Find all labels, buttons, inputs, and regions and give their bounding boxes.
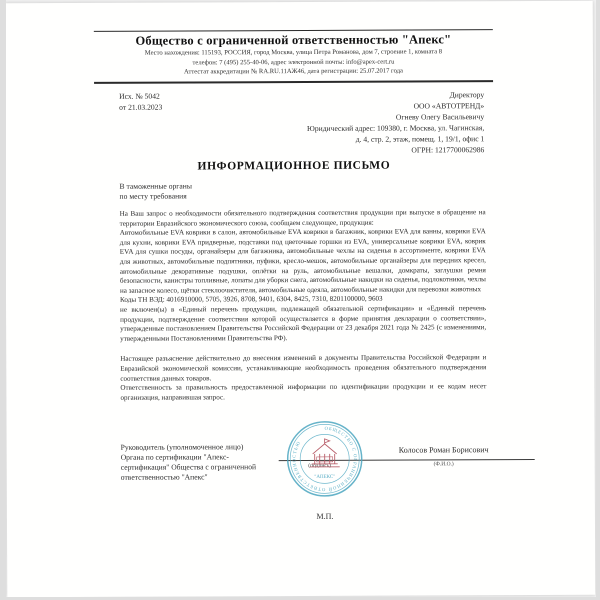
body-paragraph-intro: На Ваш запрос о необходимости обязательного подтверждения соответствия продукции при выпуске в обращение на территории Евразийского экономического союза, сообщаем следующее, продукция: [119,208,486,228]
scan-edge-right [596,0,600,600]
signatory-title-line: ответственностью "Апекс" [120,472,208,482]
seal-place-mark: М.П. [316,511,334,521]
body-paragraph-codes: Коды ТН ВЭД: 4016910000, 5705, 3926, 8708, 9401, 6304, 8425, 7310, 8201100000, 9603 [119,294,383,305]
body-paragraph-validity: Настоящее разъяснение действительно до внесения изменений в документы Правительства Российской Федерации и Евразийской экономической комиссии, устанавливающие необходимость проведения обязательного подтверждения соответствия данных товаров. [120,353,487,383]
addressee-block [307,89,485,156]
company-name: Общество с ограниченной ответственностью "Апекс" [135,32,452,48]
signatory-title-block [121,442,289,483]
signatory-title-line: сертификация" Общества с ограниченной [120,462,257,472]
addressee-line: д. 4, стр. 2, этаж, помещ. 1, 19/1, офис 1 [355,134,485,144]
addressee-line: Огневу Олегу Васильевичу [395,112,485,122]
ref-date: от 21.03.2023 [119,102,163,112]
addressee-line: Директору [449,90,485,100]
letter-body [120,208,487,403]
document-title: ИНФОРМАЦИОННОЕ ПИСЬМО [197,159,391,173]
stamp-company-name: "АПЕКС" [314,474,336,480]
accreditation-line: Аттестат аккредитации № RA.RU.11АЖ46, дата регистрации: 25.07.2017 года [184,67,403,76]
recipient-note [119,181,192,202]
signatory-name: Колосов Роман Борисович [398,445,489,455]
letterhead [94,29,493,84]
signatory-title-line: Руководитель (уполномоченное лицо) [120,442,244,452]
scan-edge-left [0,0,6,600]
ref-number: Исх. № 5042 [119,91,160,101]
stamp-emblem-icon [310,439,340,467]
signatory-name-caption: (Ф.И.О.) [433,461,454,468]
addressee-line: ОГРН: 1217700062986 [411,145,485,155]
addressee-line: Юридический адрес: 109380, г. Москва, ул. Чагинская, [307,123,485,133]
company-round-stamp-icon [286,420,364,498]
signature-caption: (подпись) [308,462,332,469]
body-paragraph-products: Автомобильные EVA коврики в салон, автомобильные EVA коврики в багажник, коврики EVA для ванны, коврики EVA для кухни, коврики EVA придверные, подставки под цветочные горшки из EVA, универсальные коврики EVA, коврик EVA для сушки посуды, органайзеры для багажника, автомобильные чехлы на сиденья в ассортименте, коврики EVA для животных, автомобильные подпятники, пуфики, кресло-мешок, автомобильные органайзеры для передних кресел, автомобильные декоративные подушки, оплётки на руль, автомобильные вешалки, домкраты, заглушки ремня безопасности, канистры топливные, лопаты для уборки снега, автомобильные накидки на сиденья, подлокотники, чехлы на запасное колесо, щётки стеклоочистителя, автомобильные одеяла, автомобильные накидки для перевозки животных [119,227,486,295]
stamp-ring-text: ОБЩЕСТВО С ОГРАНИЧЕННОЙ ОТВЕТСТВЕННОСТЬЮ [291,425,358,493]
letter-page [5,1,596,598]
signatory-title-line: Органа по сертификации "Апекс- [120,452,229,462]
addressee-line: ООО «АВТОТРЕНД» [413,101,485,111]
recipient-note-line: по месту требования [119,191,187,201]
company-contacts: телефон: 7 (495) 255-40-06, адрес электронной почты: info@apex-cert.ru [192,58,395,67]
outgoing-ref [119,91,162,113]
company-address: Место нахождения: 115193, РОССИЯ, город Москва, улица Петра Романова, дом 7, строение 1, комната 8 [144,48,443,57]
body-paragraph-exclusion: не включен(ы) в «Единый перечень продукции, подлежащей обязательной сертификации» и «Единый перечень продукции, подтверждение соответствия которой осуществляется в форме принятия декларации о соответствии», утвержденные постановлением Правительства Российской Федерации от 23 декабря 2021 года № 2425 (с изменениями, утвержденными Постановлениями Правительства РФ). [120,304,487,343]
recipient-note-line: В таможенные органы [119,181,192,191]
body-paragraph-responsibility: Ответственность за правильность предоставленной информации по идентификации продукции и ее кодам несет организация, направившая запрос. [120,382,487,402]
